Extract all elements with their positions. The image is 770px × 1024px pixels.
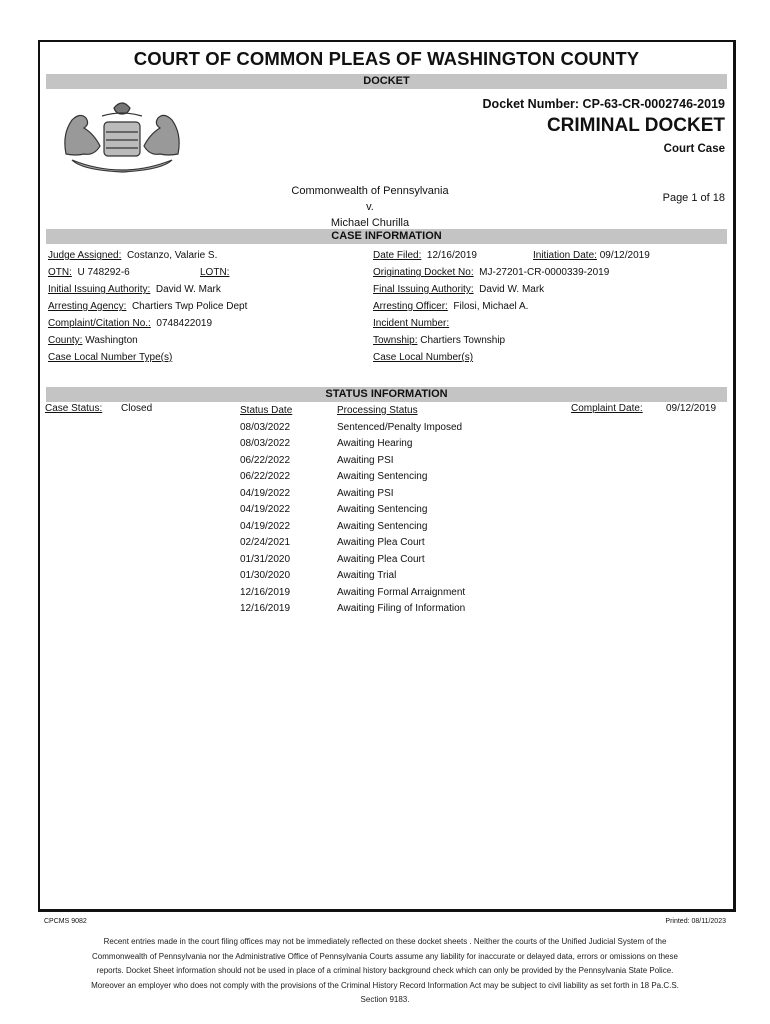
complaint-date-value: 09/12/2019 (666, 403, 717, 414)
arresting-agency-field (48, 301, 247, 312)
versus: v. (366, 201, 374, 213)
judge-assigned-field (48, 250, 217, 261)
status-date: 02/24/2021 (240, 537, 291, 548)
status-date: 04/19/2022 (240, 504, 291, 515)
field-label: Arresting Officer: (373, 301, 448, 312)
case-information-band: CASE INFORMATION (46, 229, 727, 244)
case-status-label: Case Status: (45, 403, 103, 414)
case-caption (240, 183, 500, 231)
status-date: 12/16/2019 (240, 586, 291, 598)
lotn-field (200, 267, 229, 278)
processing-status: Sentenced/Penalty Imposed (337, 421, 463, 433)
status-date: 01/31/2020 (240, 553, 291, 565)
printed-date: Printed: 08/11/2023 (665, 918, 726, 925)
field-label: Final Issuing Authority: (373, 284, 474, 295)
status-date: 04/19/2022 (240, 520, 291, 532)
status-date: 06/22/2022 (240, 454, 291, 466)
status-date: 08/03/2022 (240, 438, 291, 449)
case-status-value: Closed (121, 403, 153, 414)
field-label: OTN: (48, 267, 72, 278)
processing-status: Awaiting Sentencing (337, 520, 428, 532)
field-value: MJ-27201-CR-0000339-2019 (479, 267, 610, 278)
field-label: Arresting Agency: (48, 301, 127, 312)
field-value: 0748422019 (156, 318, 213, 329)
defendant: Michael Churilla (330, 217, 410, 229)
field-label: Case Local Number(s) (373, 352, 474, 363)
complaint-date-label: Complaint Date: (571, 403, 643, 414)
status-date: 06/22/2022 (240, 471, 291, 482)
date-filed-field (373, 250, 477, 261)
originating-docket-field (373, 267, 609, 278)
field-label: Complaint/Citation No.: (48, 318, 151, 329)
processing-status: Awaiting Trial (337, 570, 397, 581)
complaint-citation-field (48, 318, 212, 329)
field-value: David W. Mark (155, 284, 221, 295)
disclaimer-text: Recent entries made in the court filing offices may not be immediately reflected on these docket sheets . Neither the courts of the Unified Judicial System of the Commonwealth of Pennsylvania nor the Administrative Office of Pennsylvania Courts assume any liability for inaccurate or delayed data, errors or omissions on these reports. Docket Sheet information should not be used in place of a criminal history background check which can only be provided by the Pennsylvania State Police. Moreover an employer who does not comply with the provisions of the Criminal History Record Information Act may be subject to civil liability as set forth in 18 Pa.C.S. Section 9183. (91, 937, 679, 1004)
docket-page-frame (38, 40, 736, 912)
column-header: Status Date (240, 405, 293, 416)
field-value: Chartiers Twp Police Dept (131, 301, 248, 312)
case-type: Court Case (663, 143, 725, 155)
field-label: Township: (373, 335, 418, 346)
status-date: 12/16/2019 (240, 603, 291, 614)
field-value: Costanzo, Valarie S. (126, 250, 218, 261)
field-value: David W. Mark (479, 284, 545, 295)
field-label: Initiation Date: (533, 250, 597, 261)
processing-status-column (337, 403, 465, 618)
field-label: Originating Docket No: (373, 267, 474, 278)
processing-status: Awaiting Plea Court (337, 553, 425, 565)
processing-status: Awaiting Plea Court (337, 537, 425, 548)
court-title: COURT OF COMMON PLEAS OF WASHINGTON COUNTY (133, 48, 640, 69)
status-date: 01/30/2020 (240, 570, 291, 581)
docket-type: CRIMINAL DOCKET (546, 115, 725, 136)
processing-status: Awaiting Sentencing (337, 471, 428, 482)
field-value: 09/12/2019 (599, 250, 650, 261)
processing-status: Awaiting Hearing (337, 438, 413, 449)
field-value: Filosi, Michael A. (453, 301, 529, 312)
field-label: Case Local Number Type(s) (48, 352, 173, 363)
docket-band: DOCKET (46, 74, 727, 89)
processing-status: Awaiting Filing of Information (337, 603, 466, 614)
case-local-number-type-field (48, 352, 172, 363)
form-id: CPCMS 9082 (44, 918, 87, 925)
field-value: U 748292-6 (77, 267, 130, 278)
pennsylvania-seal-icon (52, 94, 192, 176)
otn-field (48, 267, 130, 278)
processing-status: Awaiting Formal Arraignment (337, 586, 466, 598)
plaintiff: Commonwealth of Pennsylvania (291, 185, 449, 197)
case-local-numbers-field (373, 352, 473, 363)
incident-number-field (373, 318, 449, 329)
field-label: LOTN: (200, 267, 230, 278)
county-field (48, 335, 138, 346)
field-value: Chartiers Township (420, 335, 506, 346)
processing-status: Awaiting PSI (337, 487, 394, 499)
field-label: Date Filed: (373, 250, 422, 261)
field-value: Washington (85, 335, 138, 346)
field-label: Judge Assigned: (48, 250, 122, 261)
processing-status: Awaiting Sentencing (337, 504, 428, 515)
column-header: Processing Status (337, 405, 418, 416)
field-label: County: (48, 335, 83, 346)
arresting-officer-field (373, 301, 528, 312)
field-value: 12/16/2019 (426, 250, 477, 261)
docket-number: Docket Number: CP-63-CR-0002746-2019 (482, 97, 725, 111)
initial-issuing-authority-field (48, 284, 221, 295)
processing-status: Awaiting PSI (337, 454, 394, 466)
status-date: 08/03/2022 (240, 421, 291, 433)
status-information-band: STATUS INFORMATION (46, 387, 727, 402)
field-label: Incident Number: (373, 318, 450, 329)
township-field (373, 335, 505, 346)
final-issuing-authority-field (373, 284, 544, 295)
page-indicator: Page 1 of 18 (662, 192, 725, 204)
status-date-column (240, 403, 292, 618)
field-label: Initial Issuing Authority: (48, 284, 151, 295)
status-date: 04/19/2022 (240, 487, 291, 499)
initiation-date-field (533, 250, 650, 261)
